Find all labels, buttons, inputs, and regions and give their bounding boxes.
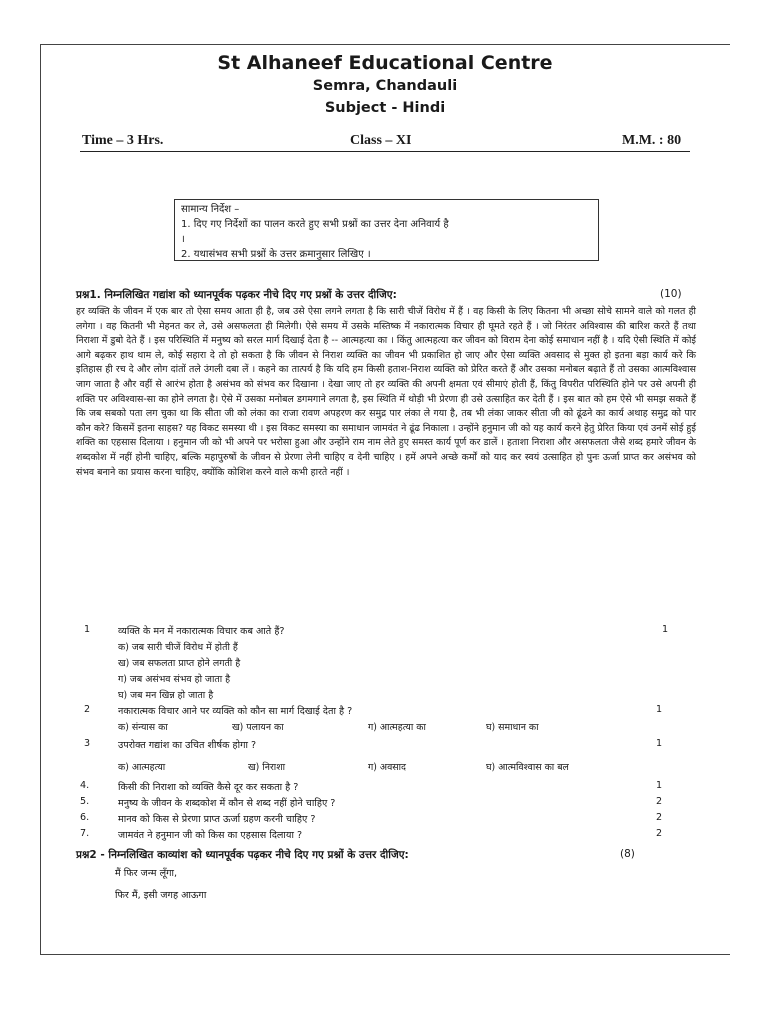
instruction-item: । — [181, 234, 185, 245]
sub-question-number: 3 — [84, 738, 91, 749]
page-border-bottom — [40, 954, 730, 955]
sub-question-marks: 2 — [656, 796, 663, 807]
poem-line: मैं फिर जन्म लूँगा, — [115, 868, 178, 879]
sub-question-number: 2 — [84, 704, 91, 715]
page-border-left — [40, 44, 41, 954]
option-item: ग) जब असंभव संभव हो जाता है — [118, 674, 231, 685]
max-marks: M.M. : 80 — [622, 133, 682, 148]
exam-time: Time – 3 Hrs. — [82, 133, 164, 148]
sub-question-text: जामवंत ने हनुमान जी को किस का एहसास दिलाया ? — [118, 830, 303, 841]
question-1-marks: (10) — [660, 288, 682, 300]
option-item: ख) पलायन का — [232, 722, 284, 733]
general-instructions-box — [174, 199, 599, 261]
option-item: ग) अवसाद — [368, 762, 407, 773]
instruction-item: 1. दिए गए निर्देशों का पालन करते हुए सभी प्रश्नों का उत्तर देना अनिवार्य है — [181, 219, 449, 230]
instruction-item: 2. यथासंभव सभी प्रश्नों के उत्तर क्रमानुसार लिखिए । — [181, 249, 371, 260]
sub-question-text: किसी की निराशा को व्यक्ति कैसे दूर कर सकता है ? — [118, 782, 299, 793]
option-item: क) जब सारी चीजें विरोध में होती हैं — [118, 642, 238, 653]
sub-question-text: व्यक्ति के मन में नकारात्मक विचार कब आते हैं? — [118, 626, 285, 637]
sub-question-text: नकारात्मक विचार आने पर व्यक्ति को कौन सा मार्ग दिखाई देता है ? — [118, 706, 353, 717]
sub-question-text: उपरोक्त गद्यांश का उचित शीर्षक होगा ? — [118, 740, 257, 751]
question-2-marks: (8) — [620, 848, 635, 860]
poem-line: फिर मैं, इसी जगह आऊगा — [115, 890, 207, 901]
question-2-heading: प्रश्न2 - निम्नलिखित काव्यांश को ध्यानपूर्वक पढ़कर नीचे दिए गए प्रश्नों के उत्तर दीजिए: — [76, 849, 409, 861]
sub-question-number: 6. — [80, 812, 90, 823]
header-divider — [80, 151, 690, 152]
option-item: घ) आत्मविश्वास का बल — [486, 762, 569, 773]
sub-question-marks: 2 — [656, 812, 663, 823]
option-item: घ) जब मन खिन्न हो जाता है — [118, 690, 214, 701]
page-border-top — [40, 44, 730, 45]
exam-class: Class – XI — [350, 133, 412, 148]
sub-question-number: 5. — [80, 796, 90, 807]
sub-question-number: 7. — [80, 828, 90, 839]
option-item: क) आत्महत्या — [118, 762, 166, 773]
instructions-title: सामान्य निर्देश – — [181, 204, 240, 215]
sub-question-marks: 2 — [656, 828, 663, 839]
sub-question-marks: 1 — [656, 780, 663, 791]
option-item: क) संन्यास का — [118, 722, 168, 733]
sub-question-text: मानव को किस से प्रेरणा प्राप्त ऊर्जा ग्रहण करनी चाहिए ? — [118, 814, 316, 825]
option-item: ख) निराशा — [248, 762, 286, 773]
sub-question-marks: 1 — [656, 738, 663, 749]
option-item: ग) आत्महत्या का — [368, 722, 426, 733]
option-item: घ) समाधान का — [486, 722, 539, 733]
prose-passage: हर व्यक्ति के जीवन में एक बार तो ऐसा समय आता ही है, जब उसे ऐसा लगने लगता है कि सारी चीजें विरोध में हैं । वह किसी के लिए कितना भी अच्छा सोचे सामने वाले को गलत ही लगेगा । वह कितनी भी मेहनत कर ले, उसे असफलता ही मिलेगी। ऐसे समय में उसके मस्तिष्क में नकारात्मक विचार ही घूमते रहते हैं । जो निरंतर अविश्वास की बारिश करते हैं तथा निराशा में डुबो देते हैं । इस परिस्थिति में मनुष्य को सरल मार्ग दिखाई देता है -- आत्महत्या का । किंतु आत्महत्या कर जीवन को विराम देना कोई समाधान नहीं है । यदि ऐसी स्थिति में कोई आगे बढ़कर हाथ थाम ले, कोई सहारा दे तो हो सकता है कि जीवन से निराश व्यक्ति का जीवन भी प्रकाशित हो जाए और ऐसा व्यक्ति अवसाद से मुक्त हो इतना बड़ा कार्य करे कि इतिहास ही रच दे और लोग दांतों तले उंगली दबा लें । कहने का तात्पर्य है कि यदि हम किसी हताश-निराश व्यक्ति को प्रेरित करते हैं और उसका मनोबल बढ़ाते हैं तो उसका आत्मविश्वास जाग जाता है और वहीं से आरंभ होता है असंभव को संभव कर दिखाना । देखा जाए तो हर व्यक्ति की अपनी क्षमता एवं सीमाएं होती हैं, किंतु विपरीत परिस्थिति होने पर उसे अपनी ही शक्ति पर अविश्वास-सा का होने लगता है। ऐसे में उसका मनोबल डगमगाने लगता है, इस स्थिति में थोड़ी भी प्रेरणा ही उसे उत्साहित कर देती हैं । इस बात को हम ऐसे भी समझ सकते हैं कि जब सबको पता लग चुका था कि सीता जी को लंका का राजा रावण अपहरण कर समुद्र पार लंका ले गया है, तब भी लंका जाकर सीता जी को ढूंढने का कार्य अथाह समुद्र को पार कौन करे? किसमें इतना साहस? यह विकट समस्या थी । इस विकट समस्या का समाधान जामवंत ने ढूंढ निकाला । उन्होंने हनुमान जी को यह कार्य करने हेतु प्रेरित किया एवं उनमें सोई हुई शक्ति का एहसास दिलाया । हनुमान जी को भी अपने पर भरोसा हुआ और उन्होंने राम नाम लेते हुए समस्त कार्य पूर्ण कर डालें । हताशा निराशा और असफलता जैसे शब्द हमारे जीवन के शब्दकोश में नहीं होनी चाहिए, बल्कि महापुरुषों के जीवन से प्रेरणा लेनी चाहिए व देनी चाहिए । हमें अपने अच्छे कर्मों को याद कर स्वयं उत्साहित हो पुनः ऊर्जा प्राप्त कर असंभव को संभव बनाने का प्रयास करना चाहिए, क्योंकि कोशिश करने वाले कभी हारते नहीं । — [76, 306, 696, 478]
sub-question-text: मनुष्य के जीवन के शब्दकोश में कौन से शब्द नहीं होने चाहिए ? — [118, 798, 336, 809]
school-location: Semra, Chandauli — [312, 78, 458, 94]
subject-title: Subject - Hindi — [324, 100, 446, 116]
school-name: St Alhaneef Educational Centre — [217, 52, 553, 74]
question-1-heading: प्रश्न1. निम्नलिखित गद्यांश को ध्यानपूर्वक पढ़कर नीचे दिए गए प्रश्नों के उत्तर दीजिए: — [76, 289, 397, 301]
sub-question-marks: 1 — [656, 704, 663, 715]
sub-question-number: 4. — [80, 780, 90, 791]
sub-question-marks: 1 — [662, 624, 669, 635]
sub-question-number: 1 — [84, 624, 91, 635]
option-item: ख) जब सफलता प्राप्त होने लगती है — [118, 658, 241, 669]
